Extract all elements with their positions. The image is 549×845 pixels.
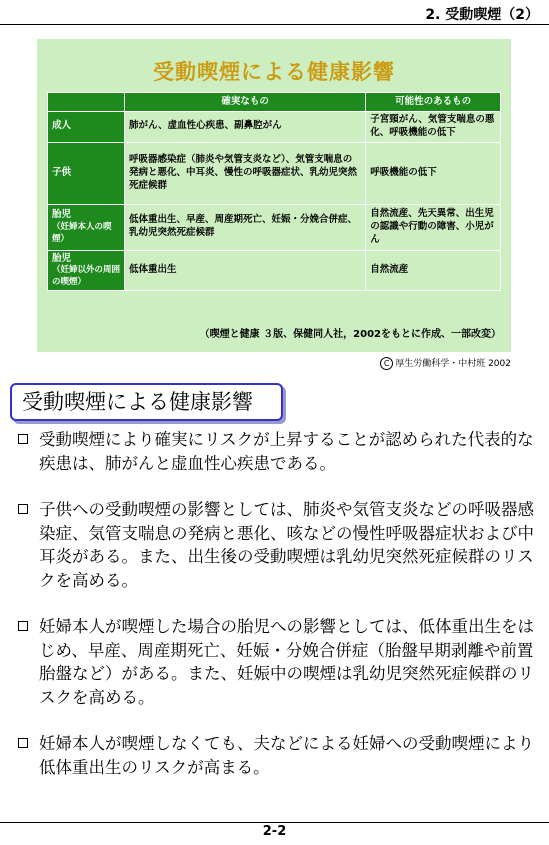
table-header-possible: 可能性のあるもの	[366, 93, 501, 112]
row-label-text: 胎児	[52, 252, 72, 264]
row-label-text: 成人	[52, 120, 72, 132]
table-header-row	[48, 93, 501, 112]
bullet-text: 妊婦本人が喫煙しなくても、夫などによる妊婦への受動喫煙により低体重出生のリスクが高まる。	[39, 734, 534, 777]
table-row	[48, 142, 501, 204]
copyright-icon: C	[380, 357, 393, 370]
section-title: 受動喫煙による健康影響	[10, 383, 283, 421]
certain-cell: 呼吸器感染症（肺炎や気管支炎など）、気管支喘息の発病と悪化、中耳炎、慢性の呼吸器症状、乳幼児突然死症候群	[125, 142, 366, 204]
header-divider	[0, 24, 549, 25]
table-row	[48, 250, 501, 291]
bullet-text: 受動喫煙により確実にリスクが上昇することが認められた代表的な疾患は、肺がんと虚血性心疾患である。	[39, 430, 534, 473]
table-header-corner	[48, 93, 125, 112]
checkbox-square-icon	[18, 738, 28, 748]
page-number: 2-2	[262, 824, 287, 839]
certain-cell: 低体重出生	[125, 250, 366, 291]
source-note: （喫煙と健康 ３版、保健同人社，2002をもとに作成、一部改変）	[199, 329, 501, 340]
possible-cell: 自然流産、先天異常、出生児の認識や行動の障害、小児がん	[366, 204, 501, 250]
page-header-title: 2. 受動喫煙（2）	[425, 7, 539, 23]
slide-title: 受動喫煙による健康影響	[153, 60, 395, 84]
slide-figure	[37, 39, 511, 352]
table-header-certain: 確実なもの	[125, 93, 366, 112]
list-item	[14, 615, 534, 709]
row-label-text: 胎児	[52, 209, 72, 221]
footer-divider	[0, 822, 549, 823]
table-row	[48, 204, 501, 250]
row-label	[48, 142, 125, 204]
row-label-sub: （妊婦本人の喫煙）	[52, 222, 112, 244]
bullet-text: 妊婦本人が喫煙した場合の胎児への影響としては、低体重出生をはじめ、早産、周産期死亡、妊娠・分娩合併症（胎盤早期剥離や前置胎盤など）がある。また、妊娠中の喫煙は乳幼児突然死症候群のリスクを高める。	[39, 617, 534, 707]
certain-cell: 低体重出生、早産、周産期死亡、妊娠・分娩合併症、乳幼児突然死症候群	[125, 204, 366, 250]
list-item	[14, 732, 534, 779]
possible-cell: 子宮頸がん、気管支喘息の悪化、呼吸機能の低下	[366, 112, 501, 143]
row-label-text: 子供	[52, 166, 72, 178]
row-label-sub: （妊婦以外の周囲の喫煙）	[52, 265, 121, 287]
list-item	[14, 498, 534, 592]
row-label	[48, 112, 125, 143]
table-row	[48, 112, 501, 143]
bullet-list	[14, 428, 534, 802]
checkbox-square-icon	[18, 434, 28, 444]
row-label	[48, 250, 125, 291]
bullet-text: 子供への受動喫煙の影響としては、肺炎や気管支炎などの呼吸器感染症、気管支喘息の発病と悪化、咳などの慢性呼吸器症状および中耳炎がある。また、出生後の受動喫煙は乳幼児突然死症候群のリスクを高める。	[39, 500, 534, 590]
checkbox-square-icon	[18, 621, 28, 631]
copyright-text: 厚生労働科学・中村班 2002	[395, 359, 511, 369]
row-label	[48, 204, 125, 250]
certain-cell: 肺がん、虚血性心疾患、副鼻腔がん	[125, 112, 366, 143]
possible-cell: 呼吸機能の低下	[366, 142, 501, 204]
checkbox-square-icon	[18, 504, 28, 514]
possible-cell: 自然流産	[366, 250, 501, 291]
list-item	[14, 428, 534, 475]
health-effects-table	[47, 92, 501, 291]
copyright-note	[380, 356, 511, 370]
